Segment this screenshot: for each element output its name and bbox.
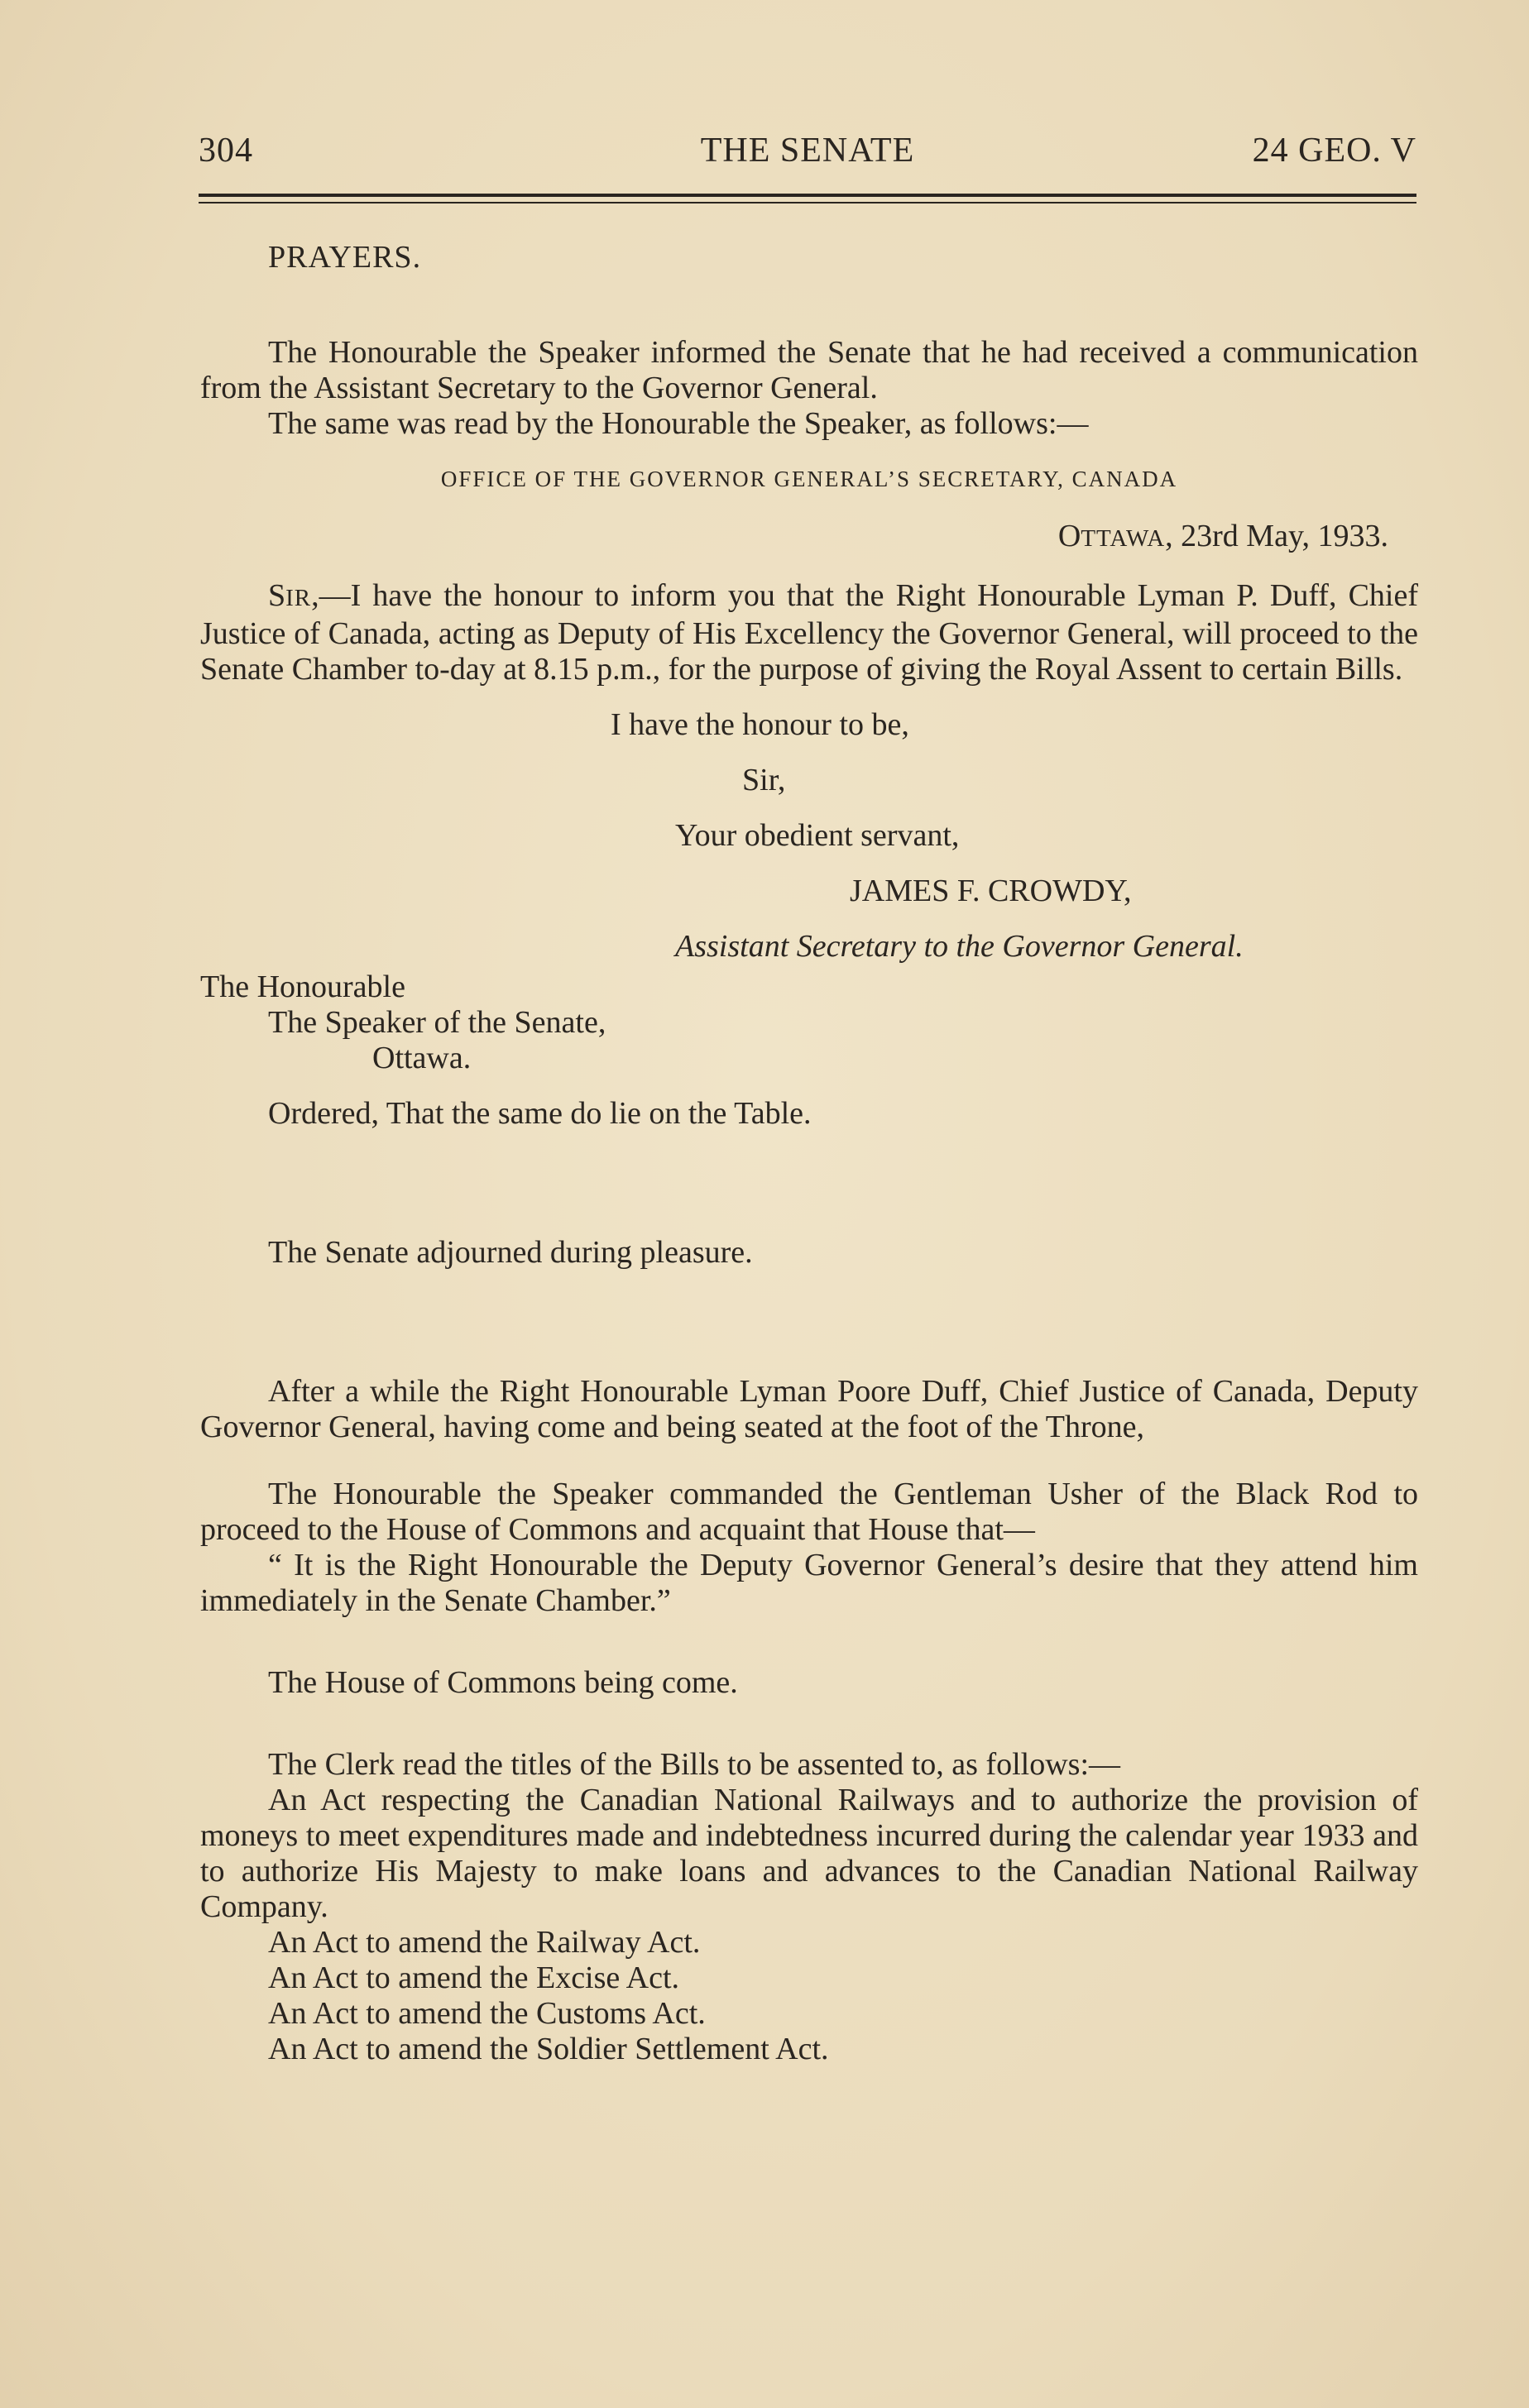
header-rule-thin bbox=[199, 202, 1416, 203]
regnal-year: 24 GEO. V bbox=[1252, 132, 1416, 170]
signatory-name: JAMES F. CROWDY, bbox=[850, 874, 1132, 908]
prayers-heading: PRAYERS. bbox=[268, 240, 422, 275]
page-number: 304 bbox=[199, 132, 253, 170]
header-title: THE SENATE bbox=[700, 132, 915, 170]
clerk-read-paragraph: The Clerk read the titles of the Bills to be assented to, as follows:— bbox=[268, 1747, 1121, 1782]
usher-command-paragraph: The Honourable the Speaker commanded the Gentleman Usher of the Black Rod to proceed to the House of Commons and acquaint that House that— bbox=[200, 1477, 1418, 1547]
act-item: An Act to amend the Railway Act. bbox=[268, 1925, 701, 1960]
page-body bbox=[200, 240, 1418, 2067]
ordered-paragraph: Ordered, That the same do lie on the Table. bbox=[268, 1096, 812, 1131]
usher-quote-paragraph: “ It is the Right Honourable the Deputy Governor General’s desire that they attend him immediately in the Senate Chamber.” bbox=[200, 1548, 1418, 1618]
act-item: An Act to amend the Customs Act. bbox=[268, 1996, 706, 2031]
running-header bbox=[199, 131, 1416, 177]
date-place-rest: TTAWA bbox=[1081, 525, 1166, 552]
office-heading: OFFICE OF THE GOVERNOR GENERAL’S SECRETARY, CANADA bbox=[440, 467, 1178, 491]
salutation-initial: S bbox=[268, 578, 286, 613]
after-a-while-paragraph: After a while the Right Honourable Lyman Poore Duff, Chief Justice of Canada, Deputy Governor General, having come and being seated at the foot of the Throne, bbox=[200, 1374, 1418, 1444]
closing-line-1: I have the honour to be, bbox=[611, 707, 909, 742]
act-item: An Act to amend the Soldier Settlement Act. bbox=[268, 2032, 829, 2066]
address-line-1: The Honourable bbox=[200, 969, 405, 1004]
header-rule-thick bbox=[199, 194, 1416, 197]
letter-date-line bbox=[200, 519, 1418, 557]
act-item: An Act to amend the Excise Act. bbox=[268, 1960, 680, 1995]
closing-line-2: Sir, bbox=[742, 763, 786, 797]
date-place-initial: O bbox=[1057, 519, 1081, 553]
closing-line-3: Your obedient servant, bbox=[675, 818, 960, 853]
letter-paragraph bbox=[200, 578, 1418, 687]
commons-come-paragraph: The House of Commons being come. bbox=[268, 1665, 738, 1700]
address-line-3: Ottawa. bbox=[372, 1041, 472, 1075]
speaker-informed-paragraph: The Honourable the Speaker informed the Senate that he had received a communication from the Assistant Secretary to the Governor General. bbox=[200, 335, 1418, 405]
read-by-speaker-paragraph: The same was read by the Honourable the Speaker, as follows:— bbox=[268, 406, 1089, 441]
salutation-rest: IR bbox=[285, 585, 312, 611]
letter-text: ,—I have the honour to inform you that the Right Honourable Lyman P. Duff, Chief Justice of Canada, acting as Deputy of His Excellency the Governor General, will proceed to the Senate Chamber to-day at 8.15 p.m., for the purpose of giving the Royal Assent to certain Bills. bbox=[200, 578, 1418, 687]
address-line-2: The Speaker of the Senate, bbox=[268, 1005, 606, 1040]
letter-date: , 23rd May, 1933. bbox=[1165, 519, 1388, 553]
act-item: An Act respecting the Canadian National Railways and to authorize the provision of moneys to meet expenditures made and indebtedness incurred during the calendar year 1933 and to authorize His Majesty to make loans and advances to the Canadian National Railway Company. bbox=[200, 1783, 1418, 1924]
signatory-title: Assistant Secretary to the Governor General. bbox=[675, 929, 1244, 964]
adjourned-paragraph: The Senate adjourned during pleasure. bbox=[268, 1235, 753, 1270]
